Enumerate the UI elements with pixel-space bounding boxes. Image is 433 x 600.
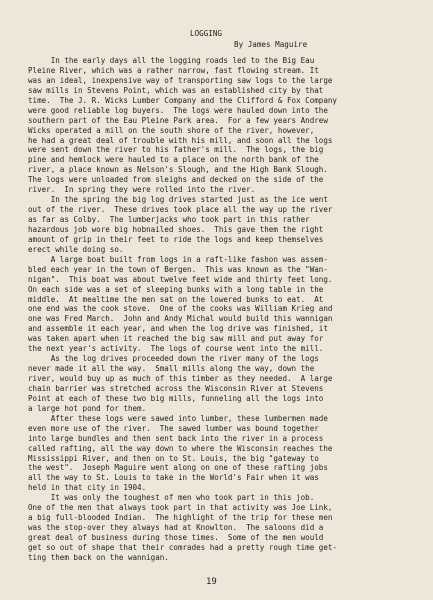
body-line: A large boat built from logs in a raft-like fashon was assem- [28, 254, 328, 264]
body-line: called rafting, all the way down to where the Wisconsin reaches the [28, 443, 333, 453]
body-line: was an ideal, inexpensive way of transporting saw logs to the large [28, 75, 333, 85]
body-line: the next year's activity. The logs of course went into the mill. [28, 344, 324, 354]
body-line: held in that city in 1904. [28, 483, 147, 493]
body-line: hazardous job wore big hobnailed shoes. This gave them the right [28, 224, 324, 234]
body-line: As the log drives proceeded down the river many of the logs [28, 354, 319, 364]
body-line: One of the men that always took part in that activity was Joe Link, [28, 503, 333, 513]
article-body [28, 56, 413, 563]
body-line: was the stop-over they always had at Knowlton. The saloons did a [28, 523, 324, 533]
body-line: In the early days all the logging roads led to the Big Eau [28, 56, 315, 65]
body-line: bled each year in the town of Bergen. This was known as the "Wan- [28, 264, 328, 274]
body-line: southern part of the Eau Pleine Park area. For a few years Andrew [28, 115, 328, 125]
body-line: In the spring the big log drives started just as the ice went [28, 195, 328, 205]
body-line: erect while doing so. [28, 244, 124, 254]
body-line: as far as Colby. The lumberjacks who took part in this rather [28, 215, 310, 224]
body-line: Pleine River, which was a rather narrow, fast flowing stream. It [28, 65, 319, 75]
body-line: It was only the toughest of men who took part in this job. [28, 493, 315, 503]
body-line: nigan". This boat was about twelve feet wide and thirty feet long. [28, 274, 333, 284]
body-line: The logs were unloaded from sleighs and decked on the side of the [28, 175, 324, 185]
body-line: even more use of the river. The sawed lumber was bound together [28, 423, 319, 433]
body-line: chain barrier was stretched across the Wisconsin River at Stevens [28, 383, 324, 393]
body-line: get so out of shape that their comrades had a pretty rough time get- [28, 542, 337, 552]
body-line: pine and hemlock were hauled to a place on the north bank of the [28, 155, 319, 165]
body-line: a big full-blooded Indian. The highlight of the trip for these men [28, 513, 333, 523]
body-line: the west". Joseph Maguire went along on one of these rafting jobs [28, 463, 328, 473]
body-line: into large bundles and then sent back into the river in a process [28, 433, 324, 443]
body-line: time. The J. R. Wicks Lumber Company and the Clifford & Fox Company [28, 95, 337, 105]
body-line: Mississippi River, and then on to St. Louis, the big "gateway to [28, 453, 319, 463]
body-line: middle. At mealtime the men sat on the lowered bunks to eat. At [28, 294, 324, 304]
body-line: great deal of business during those times. Some of the men would [28, 533, 324, 542]
body-line: a large hot pond for them. [28, 403, 147, 413]
body-line: saw mills in Stevens Point, which was an established city by that [28, 85, 324, 95]
body-line: Wicks operated a mill on the south shore of the river, however, [28, 125, 315, 135]
body-line: river. In spring they were rolled into the river. [28, 185, 256, 195]
body-line: On each side was a set of sleeping bunks with a long table in the [28, 284, 324, 294]
body-line: Point at each of these two big mills, funneling all the logs into [28, 393, 324, 403]
body-line: one end was the cook stove. One of the cooks was William Krieg and [28, 304, 333, 314]
article-title: LOGGING [190, 29, 223, 38]
body-line: he had a great deal of trouble with his mill, and soon all the logs [28, 135, 333, 145]
body-line: and assemble it each year, and when the log drive was finished, it [28, 324, 328, 334]
body-line: one was Fred March. John and Andy Michal would build this wannigan [28, 314, 333, 324]
body-line: all the way to St. Louis to take in the World's Fair when it was [28, 473, 319, 483]
body-line: were sent down the river to his father's mill. The logs, the big [28, 145, 324, 155]
page-number: 19 [206, 577, 217, 587]
body-line: was taken apart when it reached the big saw mill and put away for [28, 334, 324, 344]
body-line: ting them back on the wannigan. [28, 552, 169, 562]
article-byline: By James Maguire [234, 40, 308, 49]
body-line: river, a place known as Nelson's Slough, and the High Bank Slough. [28, 165, 328, 175]
body-line: river, would buy up as much of this timber as they needed. A large [28, 374, 333, 383]
body-line: were good reliable log buyers. The logs were hauled down into the [28, 105, 328, 115]
body-line: out of the river. These drives took place all the way up the river [28, 205, 333, 215]
body-line: amount of grip in their feet to ride the logs and keep themselves [28, 234, 324, 244]
body-line: After these logs were sawed into lumber, these lumbermen made [28, 413, 328, 423]
body-line: never made it all the way. Small mills along the way, down the [28, 364, 315, 374]
